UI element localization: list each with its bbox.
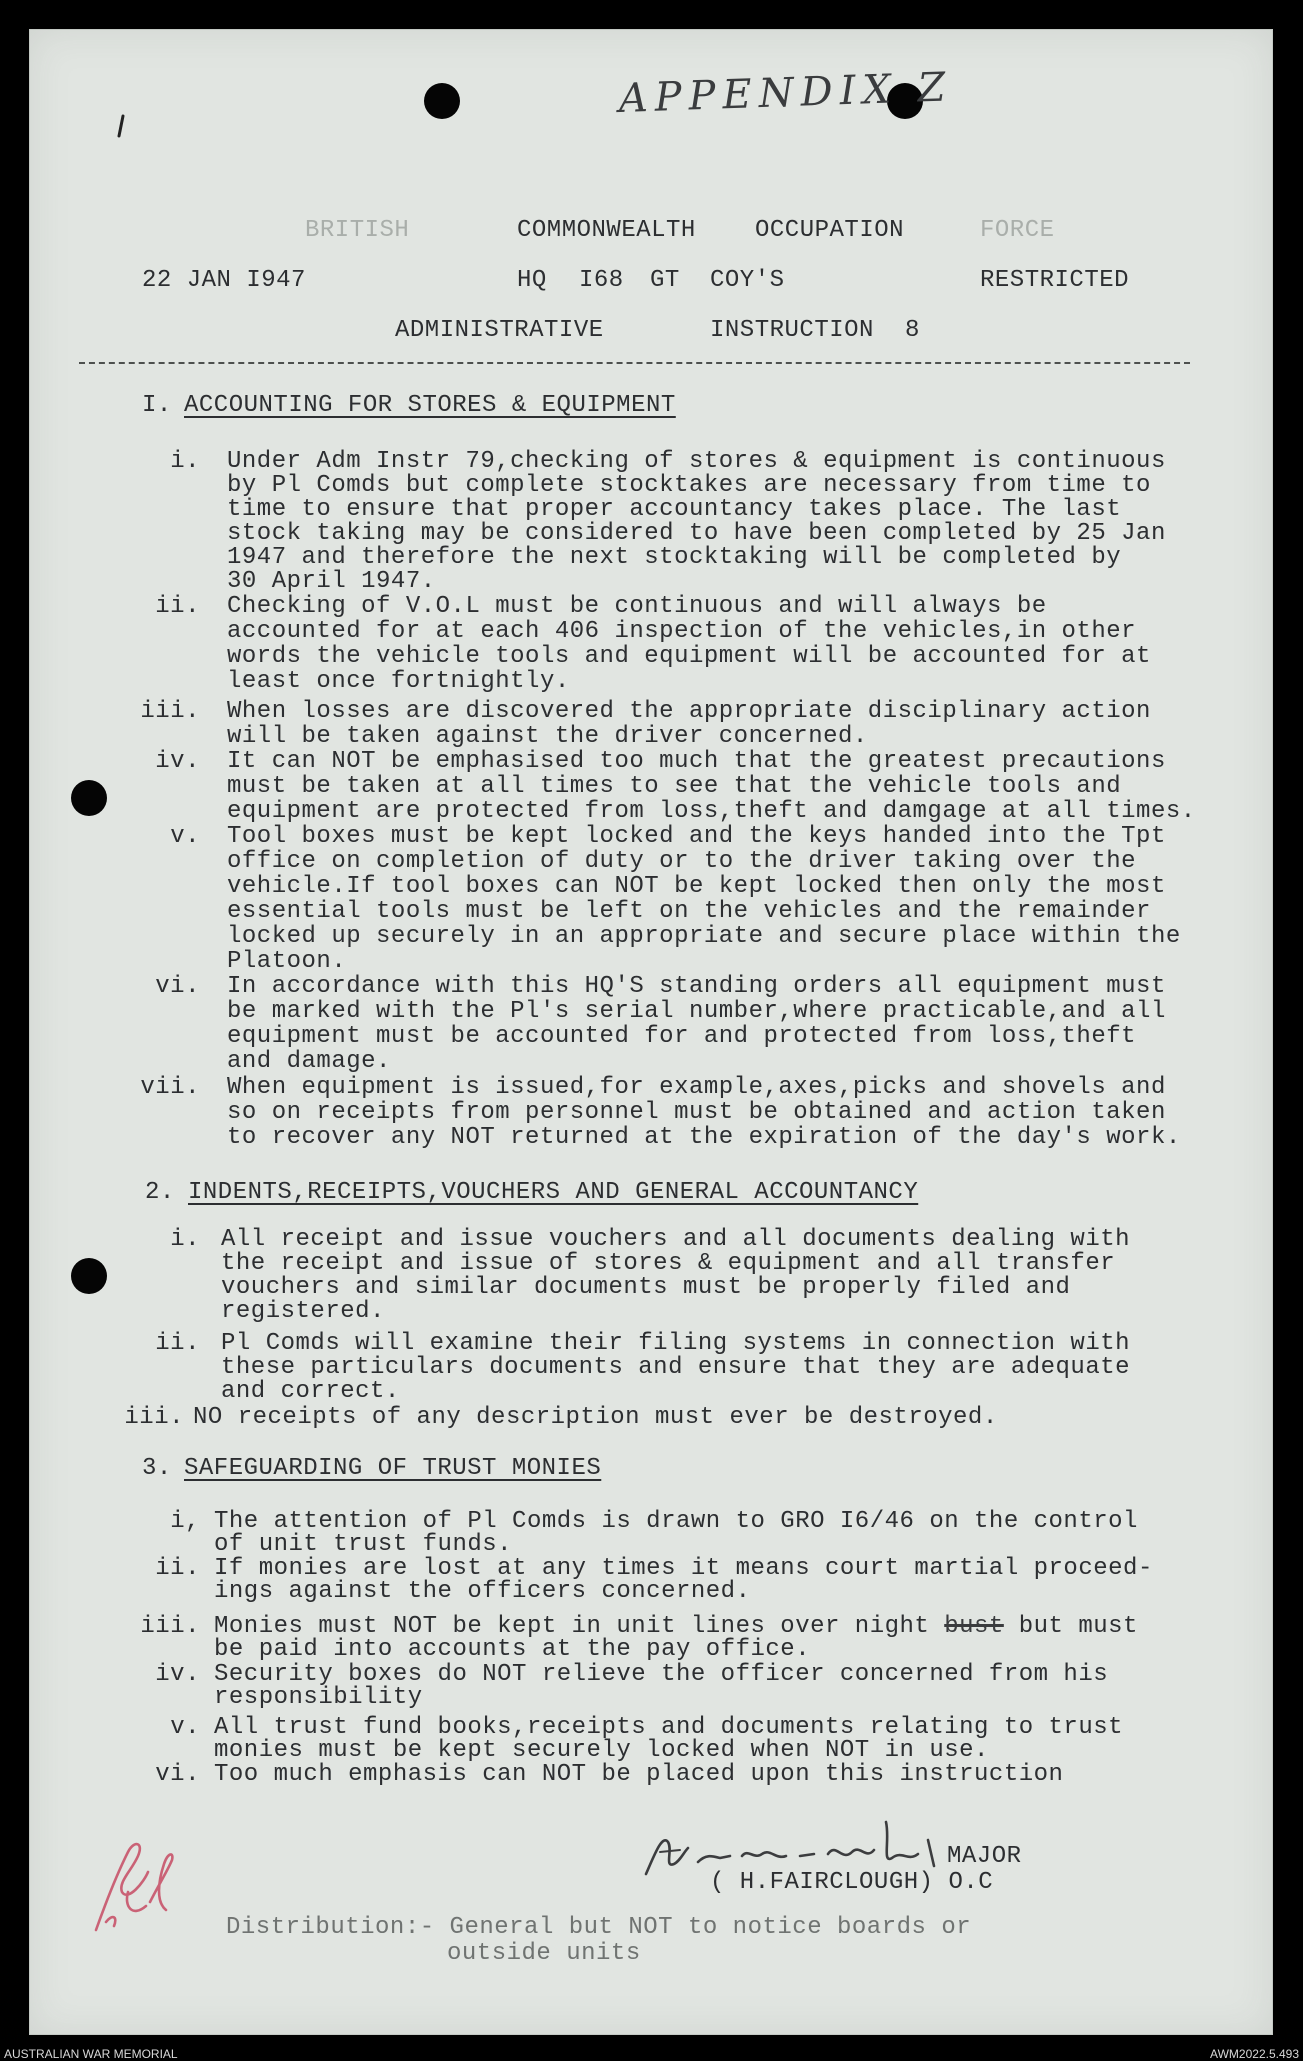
item-text: [193, 1406, 998, 1430]
item-numeral: iii.: [124, 1404, 184, 1431]
item-text: [214, 1663, 1108, 1709]
item-text: [221, 1332, 1130, 1404]
item-text: [214, 1557, 1153, 1603]
punch-hole: [71, 1258, 107, 1294]
text-line: to recover any NOT returned at the expiration of the day's work.: [227, 1124, 1181, 1151]
item-numeral: i,: [170, 1508, 200, 1535]
header-word: OCCUPATION: [755, 217, 905, 244]
signatory-name: ( H.FAIRCLOUGH) O.C: [710, 1869, 994, 1896]
item-numeral: iv.: [155, 748, 200, 775]
distribution-text: Distribution:- General but NOT to notice boards or: [226, 1914, 972, 1941]
text-line: [214, 1615, 1138, 1638]
text-line: will be taken against the driver concerned.: [227, 723, 868, 750]
struck-out-word: bust: [944, 1613, 1004, 1640]
text-line: Security boxes do NOT relieve the officer concerned from his: [214, 1661, 1109, 1688]
document-type: ADMINISTRATIVE: [395, 317, 604, 344]
text-line: All receipt and issue vouchers and all documents dealing with: [221, 1226, 1131, 1253]
text-line: 30 April 1947.: [227, 568, 436, 595]
item-numeral: i.: [170, 448, 200, 475]
text-line: Under Adm Instr 79,checking of stores & equipment is continuous: [227, 448, 1166, 475]
archive-credit: AUSTRALIAN WAR MEMORIAL: [4, 2047, 178, 2061]
text-line: NO receipts of any description must ever be destroyed.: [193, 1404, 998, 1431]
item-text: [227, 824, 1181, 974]
text-line: equipment are protected from loss,theft and damgage at all times.: [227, 798, 1196, 825]
text-line: 1947 and therefore the next stocktaking will be completed by: [227, 544, 1122, 571]
punch-hole: [424, 83, 460, 119]
item-text: [214, 1763, 1063, 1786]
signatory-rank: MAJOR: [947, 1843, 1022, 1870]
document-date: 22 JAN I947: [142, 267, 306, 294]
item-numeral: iv.: [155, 1661, 200, 1688]
text-line: be marked with the Pl's serial number,where practicable,and all: [227, 998, 1166, 1025]
text-line: registered.: [221, 1298, 385, 1325]
item-text: [227, 974, 1166, 1074]
item-numeral: vi.: [155, 1761, 200, 1788]
section-title: ACCOUNTING FOR STORES & EQUIPMENT: [184, 392, 676, 419]
unit-word: COY'S: [710, 267, 785, 294]
text-line: time to ensure that proper accountancy takes place. The last: [227, 496, 1122, 523]
item-text: [227, 749, 1196, 824]
item-text: [221, 1228, 1130, 1324]
text-line: vouchers and similar documents must be properly filed and: [221, 1274, 1071, 1301]
text-line: be paid into accounts at the pay office.: [214, 1636, 811, 1663]
item-numeral: ii.: [155, 593, 200, 620]
punch-hole: [71, 780, 107, 816]
text-line: stock taking may be considered to have been completed by 25 Jan: [227, 520, 1166, 547]
text-segment: Monies must NOT be kept in unit lines over night: [214, 1613, 930, 1640]
item-text: [227, 594, 1151, 694]
unit-word: I68: [579, 267, 624, 294]
text-line: equipment must be accounted for and protected from loss,theft: [227, 1023, 1137, 1050]
header-word: FORCE: [980, 217, 1055, 244]
item-numeral: vii.: [140, 1074, 200, 1101]
item-text: [214, 1716, 1123, 1762]
text-line: accounted for at each 406 inspection of the vehicles,in other: [227, 618, 1137, 645]
item-numeral: v.: [170, 823, 200, 850]
text-line: Checking of V.O.L must be continuous and will always be: [227, 593, 1047, 620]
text-line: In accordance with this HQ'S standing orders all equipment must: [227, 973, 1166, 1000]
text-line: must be taken at all times to see that the vehicle tools and: [227, 773, 1122, 800]
item-numeral: i.: [170, 1226, 200, 1253]
section-number: I.: [142, 392, 172, 419]
header-word: COMMONWEALTH: [517, 217, 696, 244]
text-line: monies must be kept securely locked when NOT in use.: [214, 1737, 989, 1764]
text-line: vehicle.If tool boxes can NOT be kept locked then only the most: [227, 873, 1166, 900]
item-text: [214, 1615, 1138, 1661]
text-line: so on receipts from personnel must be obtained and action taken: [227, 1099, 1166, 1126]
handwritten-appendix-label: APPENDIX Z: [618, 64, 954, 122]
text-line: ings against the officers concerned.: [214, 1578, 751, 1605]
section-number: 2.: [145, 1179, 175, 1206]
distribution-text: outside units: [447, 1940, 641, 1967]
text-line: office on completion of duty or to the driver taking over the: [227, 848, 1137, 875]
header-divider: [79, 362, 1190, 364]
text-line: All trust fund books,receipts and documents relating to trust: [214, 1714, 1124, 1741]
text-line: these particulars documents and ensure that they are adequate: [221, 1354, 1131, 1381]
item-numeral: iii.: [140, 1613, 200, 1640]
item-numeral: vi.: [155, 973, 200, 1000]
text-line: Too much emphasis can NOT be placed upon this instruction: [214, 1761, 1064, 1788]
section-number: 3.: [142, 1455, 172, 1482]
instruction-label: INSTRUCTION: [710, 317, 874, 344]
text-line: by Pl Comds but complete stocktakes are necessary from time to: [227, 472, 1151, 499]
text-line: least once fortnightly.: [227, 668, 570, 695]
text-line: Tool boxes must be kept locked and the keys handed into the Tpt: [227, 823, 1166, 850]
text-line: words the vehicle tools and equipment will be accounted for at: [227, 643, 1151, 670]
item-text: [227, 450, 1166, 594]
text-line: When losses are discovered the appropriate disciplinary action: [227, 698, 1151, 725]
item-text: [227, 1075, 1181, 1150]
text-line: and damage.: [227, 1048, 391, 1075]
item-numeral: ii.: [155, 1330, 200, 1357]
item-numeral: v.: [170, 1714, 200, 1741]
text-line: the receipt and issue of stores & equipment and all transfer: [221, 1250, 1116, 1277]
archive-reference: AWM2022.5.493: [1210, 2047, 1299, 2061]
classification-label: RESTRICTED: [980, 267, 1130, 294]
margin-mark: [114, 114, 128, 140]
unit-word: GT: [650, 267, 680, 294]
text-line: If monies are lost at any times it means court martial proceed-: [214, 1555, 1153, 1582]
unit-word: HQ: [517, 267, 547, 294]
section-title: INDENTS,RECEIPTS,VOUCHERS AND GENERAL ACCOUNTANCY: [188, 1179, 919, 1206]
instruction-number: 8: [905, 317, 920, 344]
text-line: It can NOT be emphasised too much that the greatest precautions: [227, 748, 1166, 775]
item-numeral: ii.: [155, 1555, 200, 1582]
item-numeral: iii.: [140, 698, 200, 725]
text-line: and correct.: [221, 1378, 400, 1405]
text-line: essential tools must be left on the vehicles and the remainder: [227, 898, 1151, 925]
header-word: BRITISH: [305, 217, 410, 244]
item-text: [214, 1510, 1138, 1556]
section-title: SAFEGUARDING OF TRUST MONIES: [184, 1455, 602, 1482]
text-line: of unit trust funds.: [214, 1531, 513, 1558]
item-text: [227, 699, 1151, 749]
text-line: Pl Comds will examine their filing systems in connection with: [221, 1330, 1131, 1357]
text-line: locked up securely in an appropriate and secure place within the: [227, 923, 1181, 950]
text-segment: but must: [1018, 1613, 1138, 1640]
text-line: The attention of Pl Comds is drawn to GRO I6/46 on the control: [214, 1508, 1138, 1535]
text-line: Platoon.: [227, 948, 347, 975]
text-line: When equipment is issued,for example,axes,picks and shovels and: [227, 1074, 1166, 1101]
text-line: responsibility: [214, 1684, 423, 1711]
red-pen-annotation: [88, 1830, 178, 1940]
